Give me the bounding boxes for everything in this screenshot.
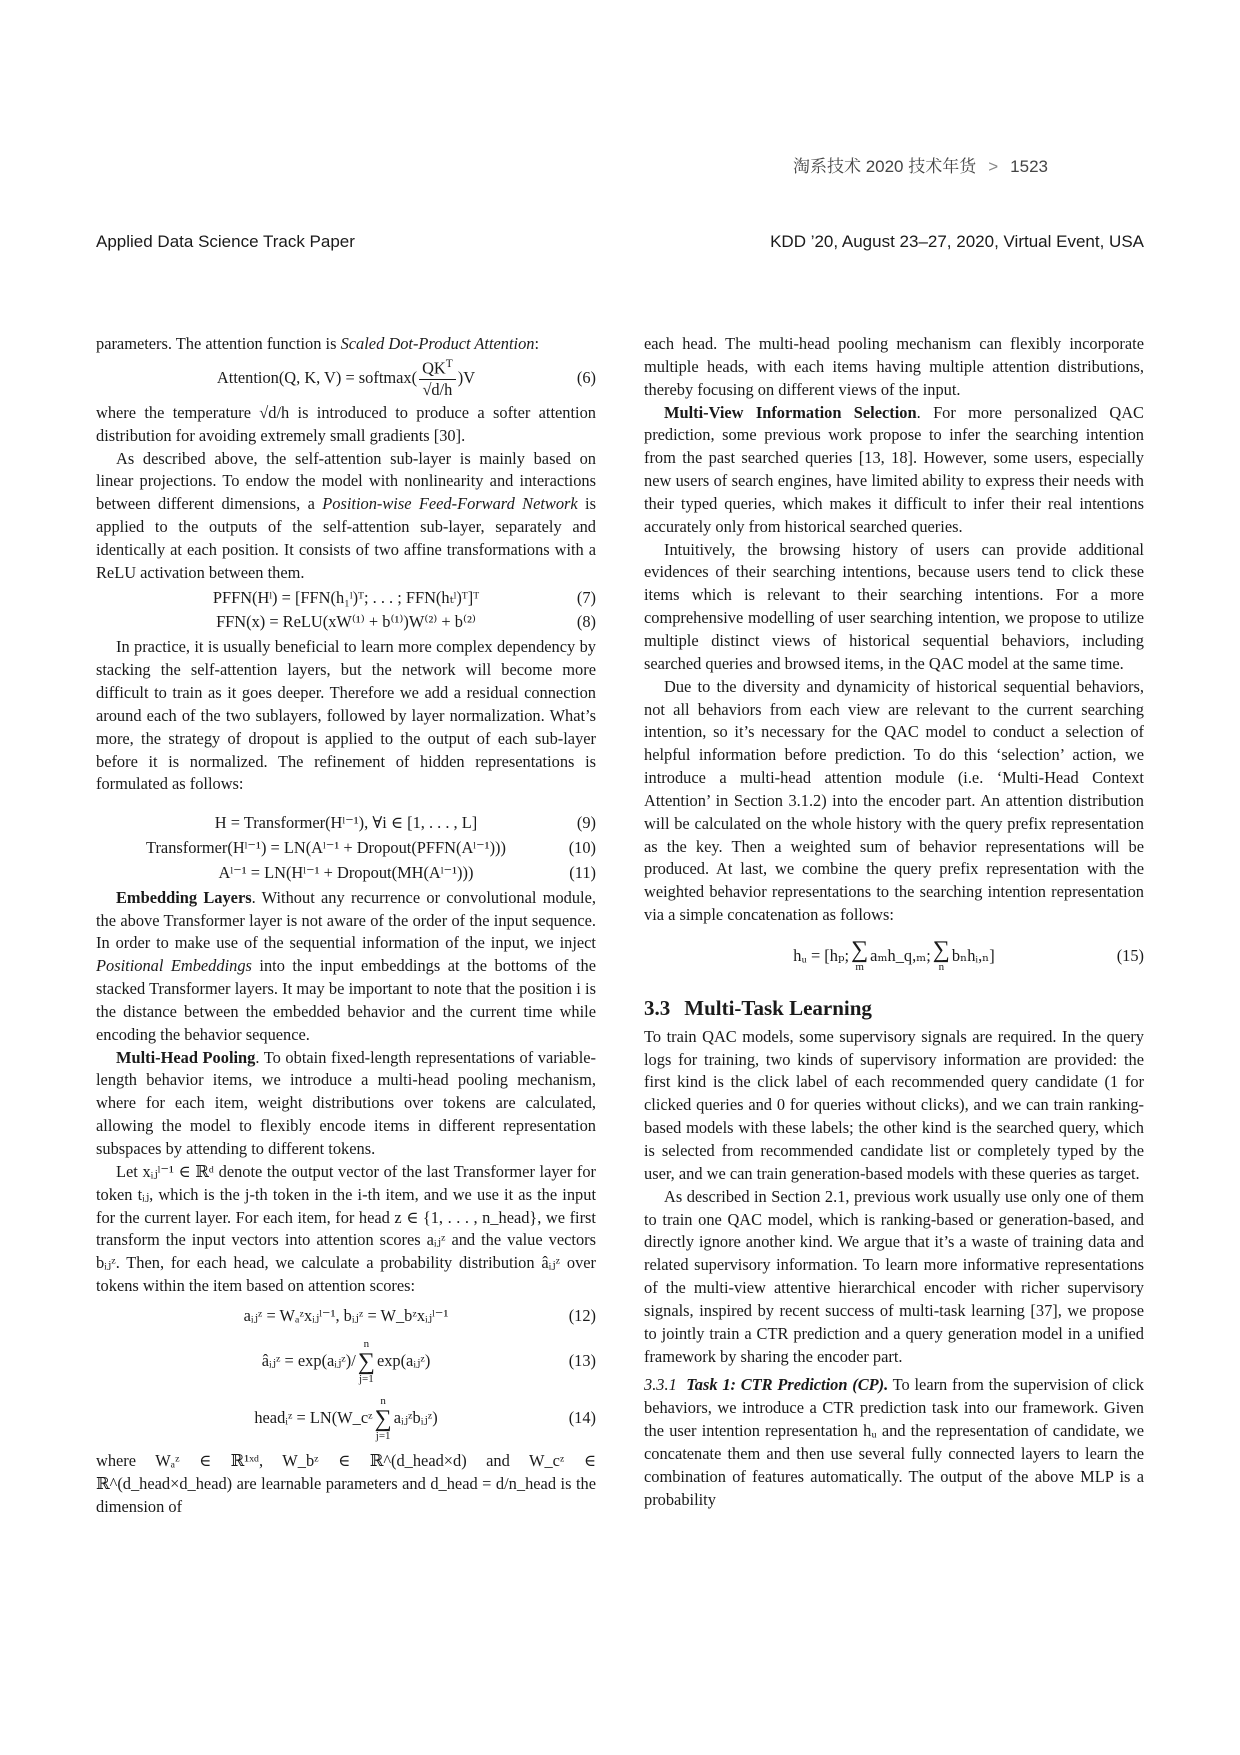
equation-11: Aˡ⁻¹ = LN(Hˡ⁻¹ + Dropout(MH(Aˡ⁻¹))) (11)	[218, 862, 596, 882]
paragraph: Intuitively, the browsing history of users can provide additional evidences of their searching intentions, because users tend to click these items which is relevant to their searching intentions. For a more comprehensive modelling of user searching intention, we propose to utilize multiple distinct views of historical sequential behaviors, including searched queries and browsed items, in the QAC model at the same time.	[644, 539, 1144, 673]
paper-venue-label: KDD ’20, August 23–27, 2020, Virtual Event, USA	[770, 232, 1144, 251]
paragraph: Multi-View Information Selection. For more personalized QAC prediction, some previous work propose to infer the searching intention from the past searched queries [13, 18]. However, some users, especially new users of search engines, have limited ability to express their needs with their typed queries, which makes it difficult to infer their real intentions accurately only from historical searched queries.	[644, 402, 1144, 536]
equation-13: âᵢⱼᶻ = exp(aᵢⱼᶻ)/ n ∑ j=1 exp(aᵢⱼᶻ) (13)	[261, 1337, 596, 1385]
left-column	[96, 333, 596, 1518]
paragraph: each head. The multi-head pooling mechanism can flexibly incorporate multiple heads, with each items having multiple attention distributions, thereby focusing on different views of the input.	[644, 334, 1144, 399]
paragraph: Let xᵢⱼˡ⁻¹ ∈ ℝᵈ denote the output vector of the last Transformer layer for token tᵢⱼ, which is the j-th token in the i-th item, and we use it as the input for the current layer. For each item, for head z ∈ {1, . . . , n_head}, we first transform the input vectors into attention scores aᵢⱼᶻ and the value vectors bᵢⱼᶻ. Then, for each head, we calculate a probability distribution âᵢⱼᶻ over tokens within the item based on attention scores:	[96, 1161, 596, 1296]
paragraph: Due to the diversity and dynamicity of historical sequential behaviors, not all behaviors from each view are relevant to the current searching intention, so it’s necessary for the QAC model to conduct a selection of helpful information before prediction. To do this ‘selection’ action, we introduce a multi-head attention module (i.e. ‘Multi-Head Context Attention’ in Section 3.1.2) into the encoder part. An attention distribution will be calculated on the whole history with the query prefix representation as the key. Then a weighted sum of behavior representations will be produced. At last, we combine the query prefix representation with the weighted behavior representations to the searching intention representation via a simple concatenation as follows:	[644, 676, 1144, 925]
equation-6: Attention(Q, K, V) = softmax( $\frac{QK^T}{√d/h}$ )V (6)	[216, 358, 596, 399]
paper-track-label: Applied Data Science Track Paper	[96, 232, 355, 251]
page-header	[793, 152, 1048, 177]
paragraph: As described in Section 2.1, previous work usually use only one of them to train one QAC model, which is ranking-based or generation-based, and directly ignore another kind. We argue that it’s a waste of training data and related supervisory information. To learn more informative representations of the multi-view attentive hierarchical encoder with richer supervisory signals, inspired by recent success of multi-task learning [37], we propose to jointly train a CTR prediction and a query generation model in a unified framework by sharing the encoder part.	[644, 1186, 1144, 1366]
paragraph: where the temperature √d/h is introduced to produce a softer attention distribution for avoiding extremely small gradients [30].	[96, 402, 596, 445]
paragraph: Embedding Layers. Without any recurrence or convolutional module, the above Transformer layer is not aware of the order of the input sequence. In order to make use of the sequential information of the input, we inject Positional Embeddings into the input embeddings at the bottoms of the stacked Transformer layers. It may be important to note that the position i is the distance between the embedded behavior and the current time while encoding the behavior sequence.	[96, 887, 596, 1044]
paragraph: In practice, it is usually beneficial to learn more complex dependency by stacking the self-attention layers, but the network will become more difficult to train as it goes deeper. Therefore we add a residual connection around each of the two sublayers, followed by layer normalization. What’s more, the strategy of dropout is applied to the output of each sub-layer before it is normalized. The refinement of hidden representations is formulated as follows:	[96, 637, 596, 794]
equation-number: (6)	[576, 368, 596, 388]
subsection-title: Task 1: CTR Prediction (CP).	[686, 1375, 889, 1395]
subsection-paragraph: 3.3.1 Task 1: CTR Prediction (CP). To learn from the supervision of click behaviors, we introduce a CTR prediction task into our framework. Given the user intention representation hᵤ and the representation of candidate, we concatenate them and then use several fully connected layers to learn the combination of features automatically. The output of the above MLP is a probability	[644, 1375, 1144, 1509]
equation-15: hᵤ = [hₚ; ∑ m aₘh_q,ₘ; ∑ n bₙhᵢ,ₙ] (15)	[793, 937, 1144, 974]
section-heading: 3.3 Multi-Task Learning	[644, 995, 872, 1020]
equation-9: H = Transformer(Hˡ⁻¹), ∀i ∈ [1, . . . , L] (9)	[214, 813, 596, 833]
page-number: 1523	[1010, 157, 1048, 176]
equation-8: FFN(x) = ReLU(xW⁽¹⁾ + b⁽¹⁾)W⁽²⁾ + b⁽²⁾ (8)	[216, 612, 596, 632]
right-column	[644, 333, 1144, 1512]
equation-10: Transformer(Hˡ⁻¹) = LN(Aˡ⁻¹ + Dropout(PFFN(Aˡ⁻¹))) (10)	[146, 838, 596, 858]
paragraph: where Wₐᶻ ∈ ℝ¹ˣᵈ, W_bᶻ ∈ ℝ^(d_head×d) and W_cᶻ ∈ ℝ^(d_head×d_head) are learnable parameters and d_head = d/n_head is the dimension of	[96, 1450, 596, 1516]
equation-7: PFFN(Hˡ) = [FFN(h₁ˡ)ᵀ; . . . ; FFN(hₜˡ)ᵀ]ᵀ (7)	[212, 587, 596, 607]
paragraph: To train QAC models, some supervisory signals are required. In the query logs for training, two kinds of supervisory information are provided: the first kind is the click label of each recommended query candidate (1 for clicked queries and 0 for queries without clicks), and we can train ranking-based models with these labels; the other kind is the searched query, which is selected from recommended candidate list or completely typed by the user, and we can train generation-based models with these queries as target.	[644, 1026, 1144, 1183]
equation-12: aᵢⱼᶻ = Wₐᶻxᵢⱼˡ⁻¹, bᵢⱼᶻ = W_bᶻxᵢⱼˡ⁻¹ (12)	[243, 1306, 596, 1326]
paragraph: As described above, the self-attention sub-layer is mainly based on linear projections. To endow the model with nonlinearity and interactions between different dimensions, a Position-wise Feed-Forward Network is applied to the outputs of the self-attention sub-layer, separately and identically at each position. It consists of two affine transformations with a ReLU activation between them.	[96, 448, 596, 582]
book-title: 淘系技术 2020 技术年货	[792, 157, 977, 176]
equation-14: headᵢᶻ = LN(W_cᶻ n ∑ j=1 aᵢⱼᶻbᵢⱼᶻ) (14)	[254, 1394, 596, 1442]
subsection-number: 3.3.1	[644, 1375, 677, 1395]
header-separator: >	[988, 157, 999, 176]
paragraph: parameters. The attention function is Scaled Dot-Product Attention:	[96, 334, 540, 353]
paragraph: Multi-Head Pooling. To obtain fixed-length representations of variable-length behavior items, we introduce a multi-head pooling mechanism, where for each item, weight distributions over tokens are calculated, allowing the model to flexibly encode items in different representation subspaces by attending to different tokens.	[96, 1047, 596, 1158]
